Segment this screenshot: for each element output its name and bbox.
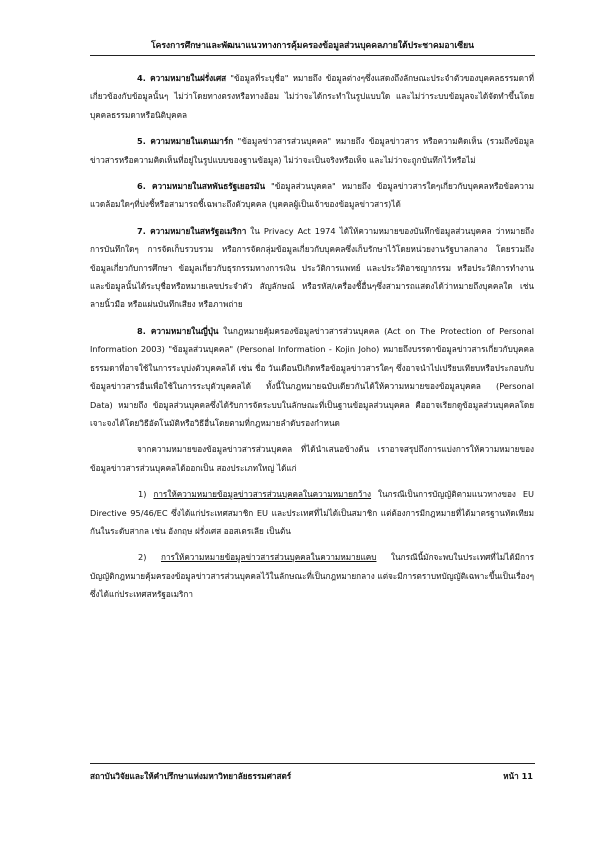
item-text: ในกรณีเป็นการบัญญัติตามแนวทางของ EU Directive 95/46/EC ซึ่งได้แก่ประเทศสมาชิก EU และประเทศที่ไม่ได้เป็นสมาชิก แต่ต้องการมีกฎหมายที่ได้มาตรฐานทัดเทียมกันในระดับสากล เช่น อังกฤษ ฝรั่งเศส ออสเตรเลีย เป็นต้น [90, 489, 534, 536]
section-heading: 6. ความหมายในสหพันธรัฐเยอรมัน [137, 181, 266, 192]
summary-item [90, 485, 534, 540]
page-number: หน้า 11 [503, 771, 533, 781]
item-text: ในกรณีนี้มักจะพบในประเทศที่ไม่ได้มีการบัญญัติกฎหมายคุ้มครองข้อมูลข่าวสารส่วนบุคคลไว้ในลักษณะที่เป็นกฎหมายกลาง แต่จะมีการตราบทบัญญัติเฉพาะขึ้นเป็นเรื่องๆ ซึ่งได้แก่ประเทศสหรัฐอเมริกา [90, 552, 534, 600]
section-heading: 5. ความหมายในเดนมาร์ก [137, 136, 234, 147]
document-body [90, 69, 534, 612]
section-heading: 7. ความหมายในสหรัฐอเมริกา [137, 225, 247, 236]
footer-institution: สถาบันวิจัยและให้คำปรึกษาแห่งมหาวิทยาลัยธรรมศาสตร์ [90, 771, 292, 781]
section-heading: 4. ความหมายในฝรั่งเศส [137, 73, 227, 83]
section-text: "ข้อมูลข่าวสารส่วนบุคคล" หมายถึง ข้อมูลข่าวสาร หรือความคิดเห็น (รวมถึงข้อมูลข่าวสารหรือความคิดเห็นที่อยู่ในรูปแบบของฐานข้อมูล) ไม่ว่าจะเป็นจริงหรือเท็จ และไม่ว่าจะถูกบันทึกไว้หรือไม่ [90, 136, 535, 165]
section-paragraph [90, 222, 534, 314]
item-heading: การให้ความหมายข้อมูลข่าวสารส่วนบุคคลในความหมายกว้าง [153, 489, 372, 500]
summary-item [90, 548, 534, 603]
section-paragraph [90, 322, 534, 432]
section-paragraph [90, 69, 534, 124]
section-text: "ข้อมูลส่วนบุคคล" หมายถึง ข้อมูลข่าวสารใดๆเกี่ยวกับบุคคลหรือข้อความแวดล้อมใดๆที่บ่งชี้หรือสามารถชี้เฉพาะถึงตัวบุคคล (บุคคลผู้เป็นเจ้าของข้อมูลข่าวสาร)ได้ [90, 181, 534, 210]
item-heading: การให้ความหมายข้อมูลข่าวสารส่วนบุคคลในความหมายแคบ [160, 552, 377, 563]
section-text: "ข้อมูลที่ระบุชื่อ" หมายถึง ข้อมูลต่างๆซึ่งแสดงถึงลักษณะประจำตัวของบุคคลธรรมดาที่เกี่ยวข้องกับข้อมูลนั้นๆ ไม่ว่าโดยทางตรงหรือทางอ้อม ไม่ว่าจะได้กระทำในรูปแบบใด และไม่ว่าระบบข้อมูลจะได้จัดทำขึ้นโดยบุคคลธรรมดาหรือนิติบุคคล [90, 73, 534, 120]
header-divider [90, 55, 535, 56]
section-paragraph [90, 132, 534, 169]
section-text: ใน Privacy Act 1974 ได้ให้ความหมายของบันทึกข้อมูลส่วนบุคคล ว่าหมายถึง การบันทึกใดๆ การจัดเก็บรวบรวม หรือการจัดกลุ่มข้อมูลเกี่ยวกับบุคคลซึ่งเก็บรักษาไว้โดยหน่วยงานรัฐบาลกลาง โดยรวมถึง ข้อมูลเกี่ยวกับการศึกษา ข้อมูลเกี่ยวกับธุรกรรมทางการเงิน ประวัติการแพทย์ และประวัติอาชญากรรม หรือประวัติการทำงาน และข้อมูลนั้นได้ระบุชื่อหรือหมายเลขประจำตัว สัญลักษณ์ หรือรหัส/เครื่องชี้อื่นๆซึ่งสามารถแสดงได้ว่าหมายถึงบุคคลใด เช่น ลายนิ้วมือ หรือแผ่นบันทึกเสียง หรือภาพถ่าย [90, 225, 534, 310]
page-header: โครงการศึกษาและพัฒนาแนวทางการคุ้มครองข้อมูลส่วนบุคคลภายใต้ประชาคมอาเซียน [150, 41, 475, 51]
section-text: ในกฎหมายคุ้มครองข้อมูลข่าวสารส่วนบุคคล (Act on The Protection of Personal Information 2003) "ข้อมูลส่วนบุคคล" (Personal Information - Kojin Joho) หมายถึงบรรดาข้อมูลข่าวสารเกี่ยวกับบุคคลธรรมดาที่อาจใช้ในการระบุบ่งตัวบุคคลได้ เช่น ชื่อ วันเดือนปีเกิดหรือข้อมูลข่าวสารใดๆ ซึ่งอาจนำไปเปรียบเทียบหรือประกอบกับข้อมูลข่าวสารอื่นเพื่อใช้ในการระบุตัวบุคคลได้ ทั้งนี้ในกฎหมายฉบับเดียวกันได้ให้ความหมายของข้อมูลบุคคล (Personal Data) หมายถึง ข้อมูลส่วนบุคคลซึ่งได้รับการจัดระบบในลักษณะที่เป็นฐานข้อมูลส่วนบุคคล คืออาจเรียกดูข้อมูลส่วนบุคคลโดยเจาะจงได้โดยวิธีอัตโนมัติหรือวิธีอื่นโดยตามที่กฎหมายลำดับรองกำหนด [90, 325, 534, 428]
section-paragraph [90, 177, 534, 214]
item-number: 2) [138, 552, 147, 563]
summary-intro: จากความหมายของข้อมูลข่าวสารส่วนบุคคล ที่ได้นำเสนอข้างต้น เราอาจสรุปถึงการแบ่งการให้ความหมายของข้อมูลข่าวสารส่วนบุคคลได้ออกเป็น สองประเภทใหญ่ ได้แก่ [90, 444, 534, 473]
footer-divider [90, 763, 535, 764]
section-heading: 8. ความหมายในญี่ปุ่น [137, 325, 219, 336]
item-number: 1) [138, 489, 147, 500]
